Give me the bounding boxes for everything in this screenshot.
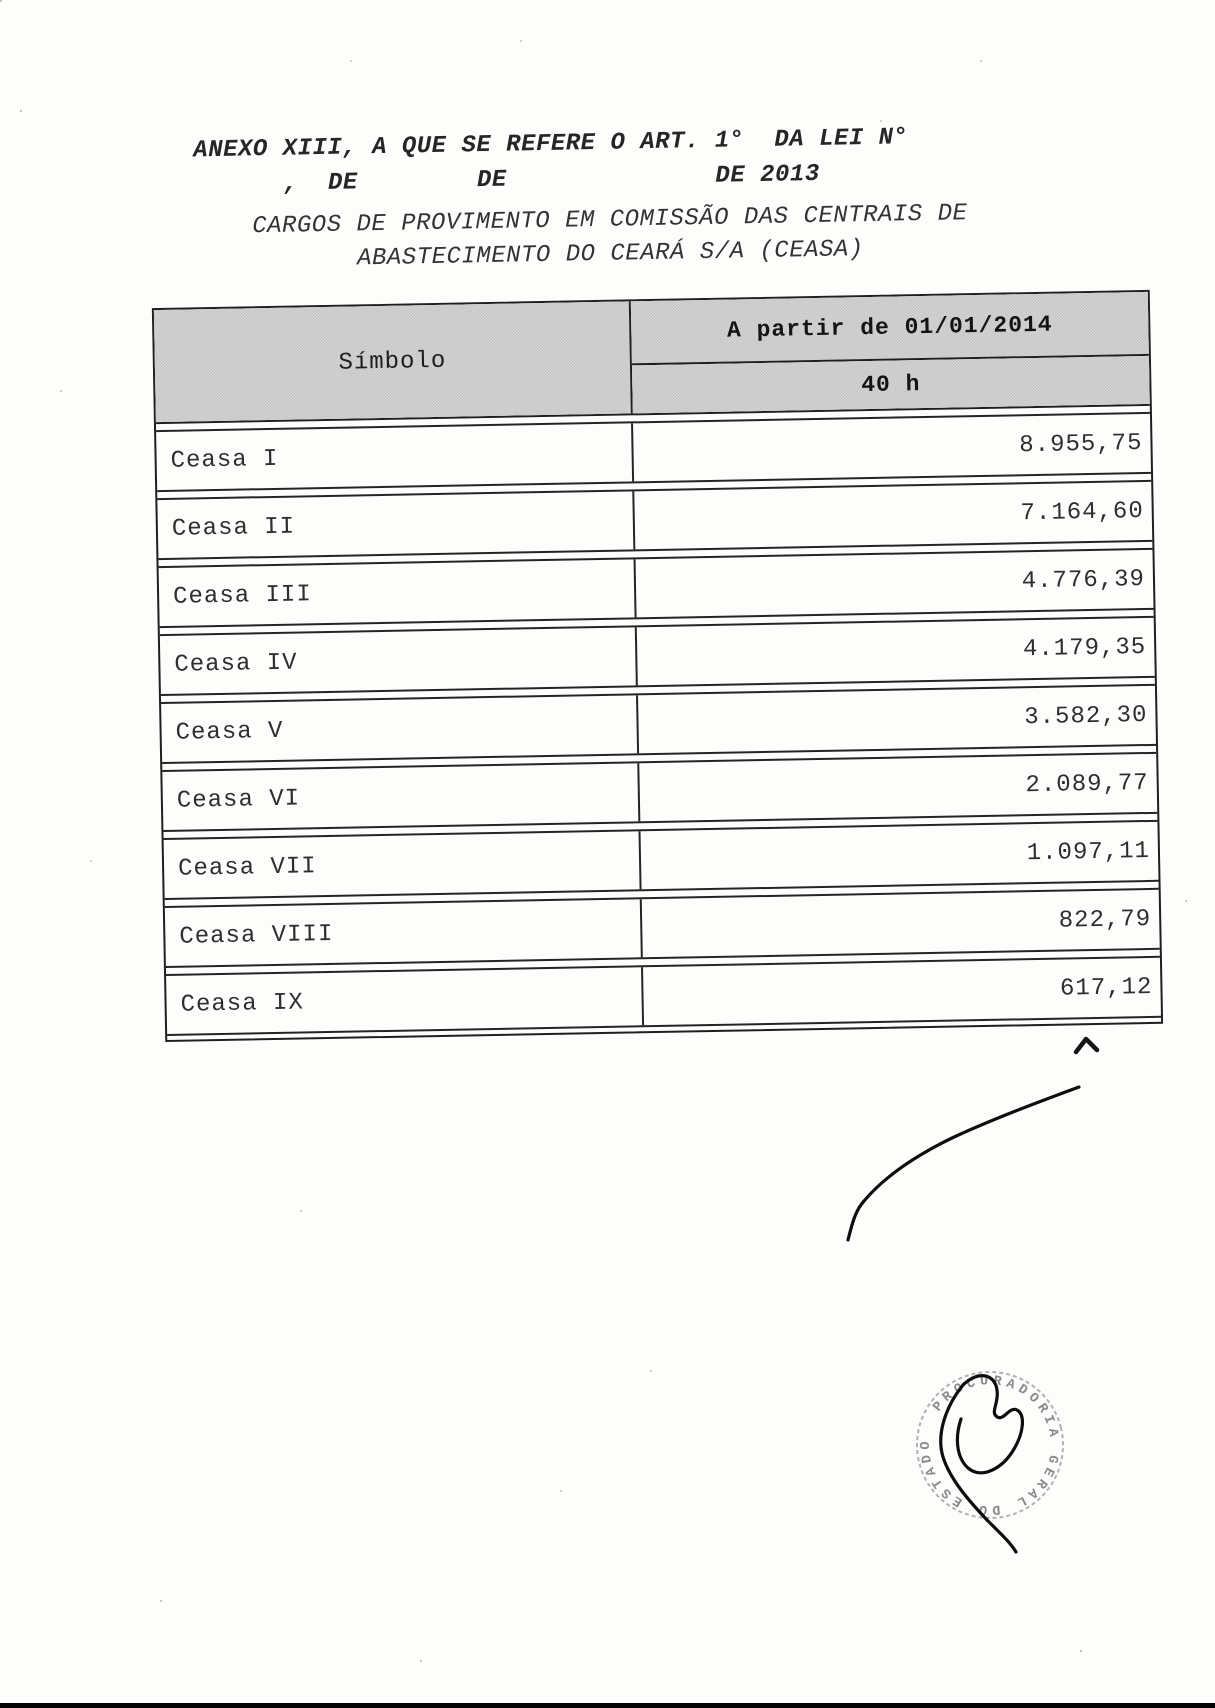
value-cell: 4.179,35 bbox=[1022, 633, 1147, 663]
table-row bbox=[166, 956, 1161, 1036]
symbol-cell: Ceasa VI bbox=[162, 763, 640, 830]
value-header-group bbox=[631, 292, 1150, 413]
table-row bbox=[161, 684, 1156, 764]
table-row bbox=[157, 480, 1152, 560]
table-row bbox=[156, 412, 1151, 492]
table-body bbox=[156, 412, 1161, 1036]
hours-header-cell: 40 h bbox=[632, 356, 1150, 413]
symbol-cell: Ceasa VIII bbox=[165, 899, 643, 966]
symbol-cell: Ceasa I bbox=[156, 423, 634, 490]
stamp-ring-text: PROCURADORIA GERAL DO ESTADO bbox=[918, 1374, 1062, 1517]
signature-tail bbox=[941, 1385, 1016, 1552]
value-cell: 8.955,75 bbox=[1019, 429, 1143, 459]
document-title bbox=[0, 121, 1112, 204]
table-header bbox=[154, 292, 1150, 424]
document-subtitle bbox=[152, 195, 1068, 280]
symbol-cell: Ceasa V bbox=[161, 695, 639, 762]
symbol-cell: Ceasa VII bbox=[164, 831, 642, 898]
salary-table bbox=[152, 290, 1163, 1042]
table-row bbox=[160, 616, 1155, 696]
value-cell: 3.582,30 bbox=[1024, 701, 1148, 731]
signature-flourish bbox=[848, 1087, 1079, 1240]
stamp-ring-text-wrapper bbox=[904, 1359, 1077, 1532]
value-cell: 617,12 bbox=[1059, 973, 1153, 1003]
round-stamp bbox=[902, 1357, 1079, 1534]
value-cell: 1.097,11 bbox=[1026, 837, 1151, 867]
subtitle-line-2: ABASTECIMENTO DO CEARÁ S/A (CEASA) bbox=[356, 236, 864, 273]
table-row bbox=[164, 820, 1159, 900]
subtitle-line-1: CARGOS DE PROVIMENTO EM COMISSÃO DAS CENTRAIS DE bbox=[251, 200, 968, 241]
scan-edge-bar bbox=[0, 1703, 1215, 1708]
value-cell: 2.089,77 bbox=[1025, 769, 1149, 799]
value-cell: 822,79 bbox=[1058, 905, 1152, 935]
value-cell: 4.776,39 bbox=[1021, 565, 1146, 595]
signature-loop bbox=[957, 1376, 1022, 1473]
caret-mark bbox=[1076, 1039, 1097, 1052]
title-line-1: ANEXO XIII, A QUE SE REFERE O ART. 1° DA LEI N° bbox=[193, 124, 909, 165]
table-row bbox=[159, 548, 1154, 628]
symbol-cell: Ceasa IX bbox=[166, 967, 644, 1034]
stamp-outer-ring bbox=[902, 1357, 1079, 1534]
symbol-header-cell: Símbolo bbox=[154, 301, 633, 422]
symbol-cell: Ceasa II bbox=[157, 491, 635, 558]
value-cell: 7.164,60 bbox=[1020, 497, 1144, 527]
symbol-cell: Ceasa III bbox=[159, 559, 637, 626]
title-line-2: , DE DE DE 2013 bbox=[283, 160, 820, 198]
table-row bbox=[162, 752, 1157, 832]
effective-date-header-cell: A partir de 01/01/2014 bbox=[631, 292, 1149, 365]
scan-noise bbox=[0, 0, 2, 2]
symbol-cell: Ceasa IV bbox=[160, 627, 638, 694]
table-row bbox=[165, 888, 1160, 968]
